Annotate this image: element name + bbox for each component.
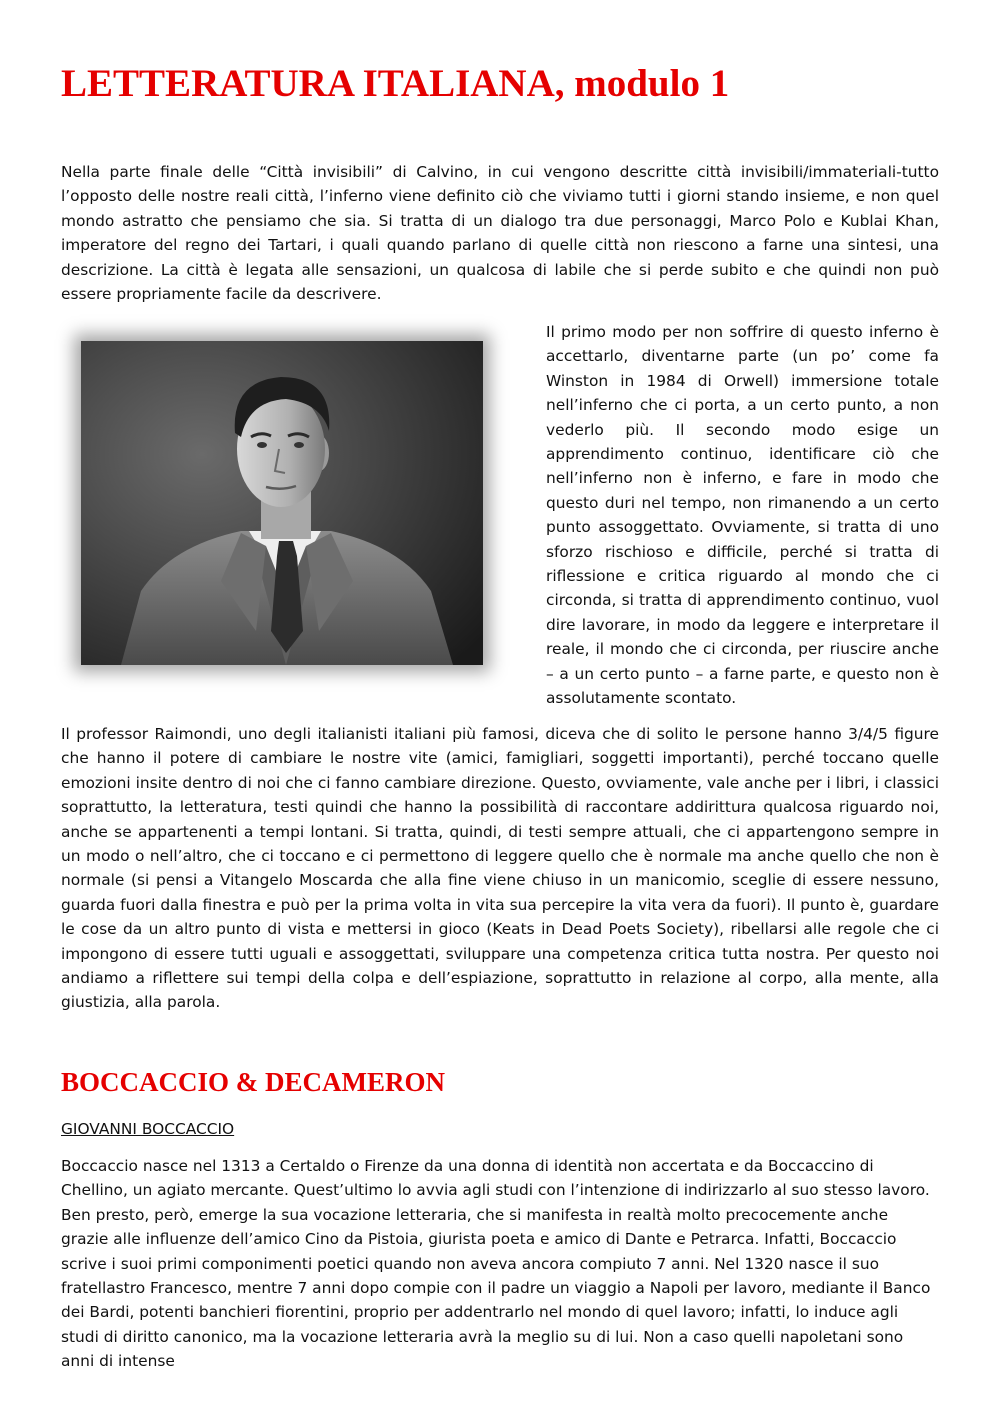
boccaccio-paragraph: Boccaccio nasce nel 1313 a Certaldo o Firenze da una donna di identità non accertata e da Boccaccino di Chellino, un agiato mercante. Quest’ultimo lo avvia agli studi con l’intenzione di indirizzarlo al suo stesso lavoro. Ben presto, però, emerge la sua vocazione letteraria, che si manifesta in realtà molto precocemente anche grazie alle influenze dell’amico Cino da Pistoia, giurista poeta e amico di Dante e Petrarca. Infatti, Boccaccio scrive i suoi primi componimenti poetici quando non aveva ancora compiuto 7 anni. Nel 1320 nasce il suo fratellastro Francesco, mentre 7 anni dopo compie con il padre un viaggio a Napoli per lavoro, mediante il Banco dei Bardi, potenti banchieri fiorentini, proprio per addentrarlo nel mondo di quel lavoro; infatti, lo induce agli studi di diritto canonico, ma la vocazione letteraria avrà la meglio su di lui. Non a caso quelli napoletani sono anni di intense: [61, 1157, 931, 1371]
portrait-illustration: [81, 341, 483, 665]
section-title: BOCCACCIO & DECAMERON: [61, 1067, 445, 1097]
intro-paragraph: Nella parte finale delle “Città invisibili” di Calvino, in cui vengono descritte città invisibili/immateriali-tutto l’opposto delle nostre reali città, l’inferno viene definito ciò che viviamo tutti i giorni stando insieme, e non quel mondo astratto che pensiamo che sia. Si tratta di un dialogo tra due personaggi, Marco Polo e Kublai Khan, imperatore del regno dei Tartari, i quali quando parlano di quelle città non riescono a farne una sintesi, una descrizione. La città è legata alle sensazioni, un qualcosa di labile che si perde subito e che quindi non può essere propriamente facile da descrivere.: [61, 163, 939, 304]
raimondi-paragraph: Il professor Raimondi, uno degli italianisti italiani più famosi, diceva che di solito le persone hanno 3/4/5 figure che hanno il potere di cambiare le nostre vite (amici, famigliari, soggetti importanti), perché toccano quelle emozioni insite dentro di noi che ci fanno cambiare direzione. Questo, ovviamente, vale anche per i libri, i classici soprattutto, la letteratura, testi quindi che hanno la possibilità di raccontare addirittura qualcosa riguardo noi, anche se appartenenti a tempi lontani. Si tratta, quindi, di testi sempre attuali, che ci appartengono sempre in un modo o nell’altro, che ci toccano e ci permettono di leggere quello che è normale ma anche quello che non è normale (si pensi a Vitangelo Moscarda che alla fine viene chiuso in un manicomio, sceglie di essere nessuno, guarda fuori dalla finestra e può per la prima volta in vita sua percepire la vita vera da fuori). Il punto è, guardare le cose da un altro punto di vista e mettersi in gioco (Keats in Dead Poets Society), ribellarsi alle regole che ci impongono di essere tutti uguali e assoggettati, sviluppare una competenza critica tutta nostra. Per questo noi andiamo a riflettere sui tempi della colpa e dell’espiazione, soprattutto in relazione al corpo, alla mente, alla giustizia, alla parola.: [61, 725, 939, 1012]
subheading: GIOVANNI BOCCACCIO: [61, 1120, 235, 1138]
page-title: LETTERATURA ITALIANA, modulo 1: [61, 62, 730, 105]
author-photo: [81, 341, 483, 665]
inferno-paragraph: Il primo modo per non soffrire di questo inferno è accettarlo, diventarne parte (un po’ come fa Winston in 1984 di Orwell) immersione totale nell’inferno che ci porta, a un certo punto, a non vederlo più. Il secondo modo esige un apprendimento continuo, identificare ciò che nell’inferno non è inferno, e fare in modo che questo duri nel tempo, non rimanendo a un certo punto assoggettato. Ovviamente, si tratta di uno sforzo rischioso e difficile, perché si tratta di riflessione e critica riguardo al mondo che ci circonda, si tratta di apprendimento continuo, vuol dire lavorare, in modo da leggere e interpretare il reale, il mondo che ci circonda, per riuscire anche – a un certo punto – a farne parte, e questo non è assolutamente scontato.: [546, 323, 939, 708]
